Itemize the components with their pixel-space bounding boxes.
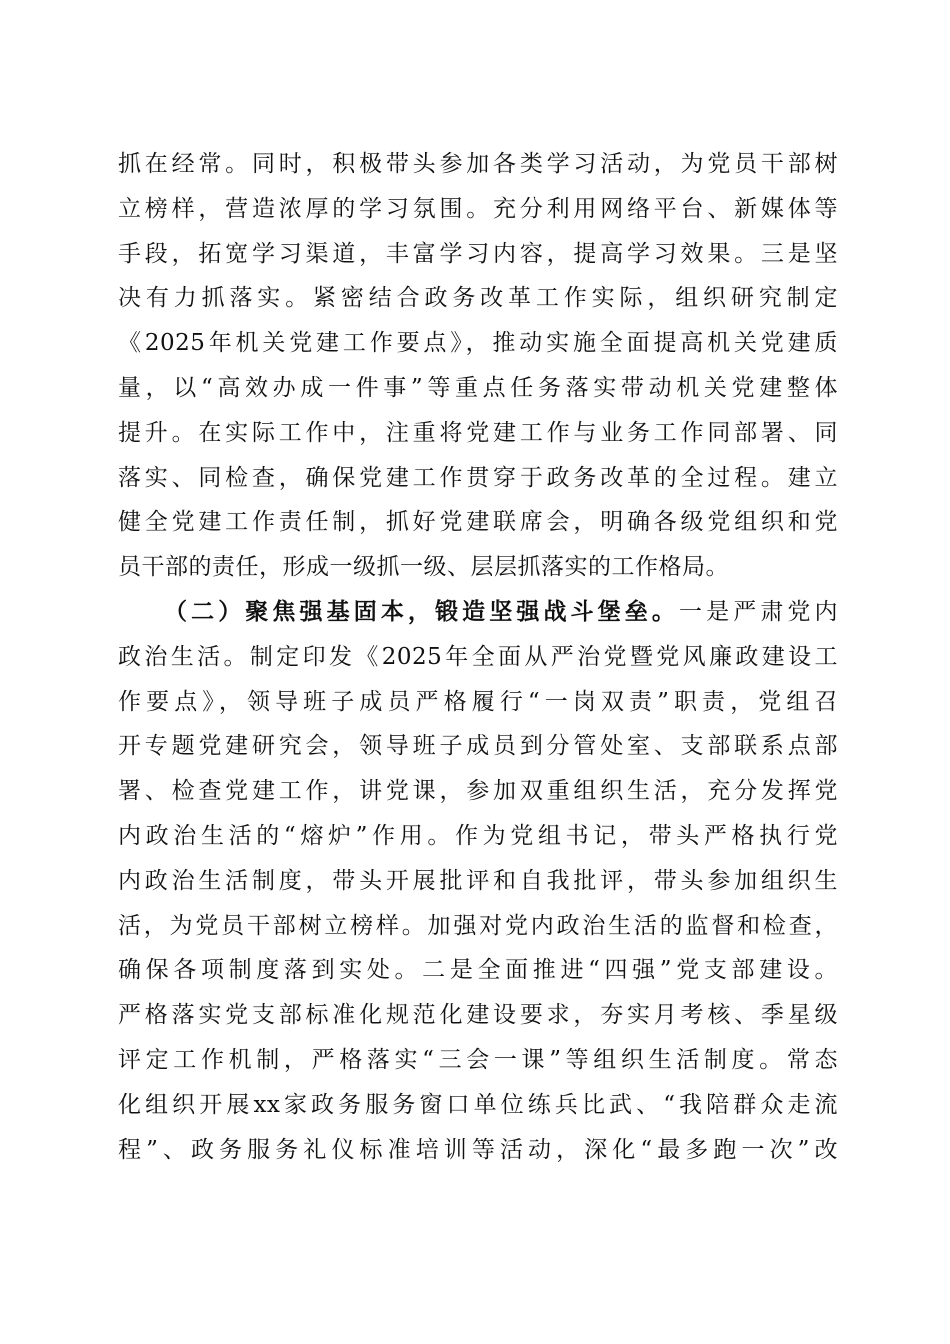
paragraph-1 xyxy=(118,142,838,590)
heading-line-rest: 一是严肃党内 xyxy=(678,598,839,625)
text-line: 手段，拓宽学习渠道，丰富学习内容，提高学习效果。三是坚 xyxy=(118,240,838,267)
text-line: 评定工作机制，严格落实“三会一课”等组织生活制度。常态 xyxy=(118,1046,838,1073)
text-line: 内政治生活制度，带头开展批评和自我批评，带头参加组织生 xyxy=(118,867,838,894)
text-line: 活，为党员干部树立榜样。加强对党内政治生活的监督和检查， xyxy=(118,912,838,939)
text-line: 开专题党建研究会，领导班子成员到分管处室、支部联系点部 xyxy=(118,733,838,760)
text-line: 严格落实党支部标准化规范化建设要求，夯实月考核、季星级 xyxy=(118,1002,838,1029)
text-line: 提升。在实际工作中，注重将党建工作与业务工作同部署、同 xyxy=(118,419,838,446)
text-line: 化组织开展xx家政务服务窗口单位练兵比武、“我陪群众走流 xyxy=(118,1091,838,1118)
text-line: 作要点》，领导班子成员严格履行“一岗双责”职责，党组召 xyxy=(118,688,838,715)
text-line: 确保各项制度落到实处。二是全面推进“四强”党支部建设。 xyxy=(118,957,838,984)
text-line: 健全党建工作责任制，抓好党建联席会，明确各级党组织和党 xyxy=(118,509,838,536)
text-line: 量，以“高效办成一件事”等重点任务落实带动机关党建整体 xyxy=(118,374,838,401)
text-line: 内政治生活的“熔炉”作用。作为党组书记，带头严格执行党 xyxy=(118,822,838,849)
text-line: 员干部的责任，形成一级抓一级、层层抓落实的工作格局。 xyxy=(118,554,729,581)
text-line: 《2025年机关党建工作要点》，推动实施全面提高机关党建质 xyxy=(118,330,838,357)
text-line: 落实、同检查，确保党建工作贯穿于政务改革的全过程。建立 xyxy=(118,464,838,491)
text-line: 决有力抓落实。紧密结合政务改革工作实际，组织研究制定 xyxy=(118,285,838,312)
text-line: 政治生活。制定印发《2025年全面从严治党暨党风廉政建设工 xyxy=(118,643,838,670)
text-line: 抓在经常。同时，积极带头参加各类学习活动，为党员干部树 xyxy=(118,151,838,177)
body-text xyxy=(118,142,838,1172)
paragraph-2 xyxy=(118,590,838,1172)
text-line: 程”、政务服务礼仪标准培训等活动，深化“最多跑一次”改 xyxy=(118,1136,838,1163)
text-line: 署、检查党建工作，讲党课，参加双重组织生活，充分发挥党 xyxy=(118,778,838,805)
section-heading: （二）聚焦强基固本，锻造坚强战斗堡垒。 xyxy=(164,597,679,625)
text-line: 立榜样，营造浓厚的学习氛围。充分利用网络平台、新媒体等 xyxy=(118,195,838,222)
text-line xyxy=(118,590,838,635)
